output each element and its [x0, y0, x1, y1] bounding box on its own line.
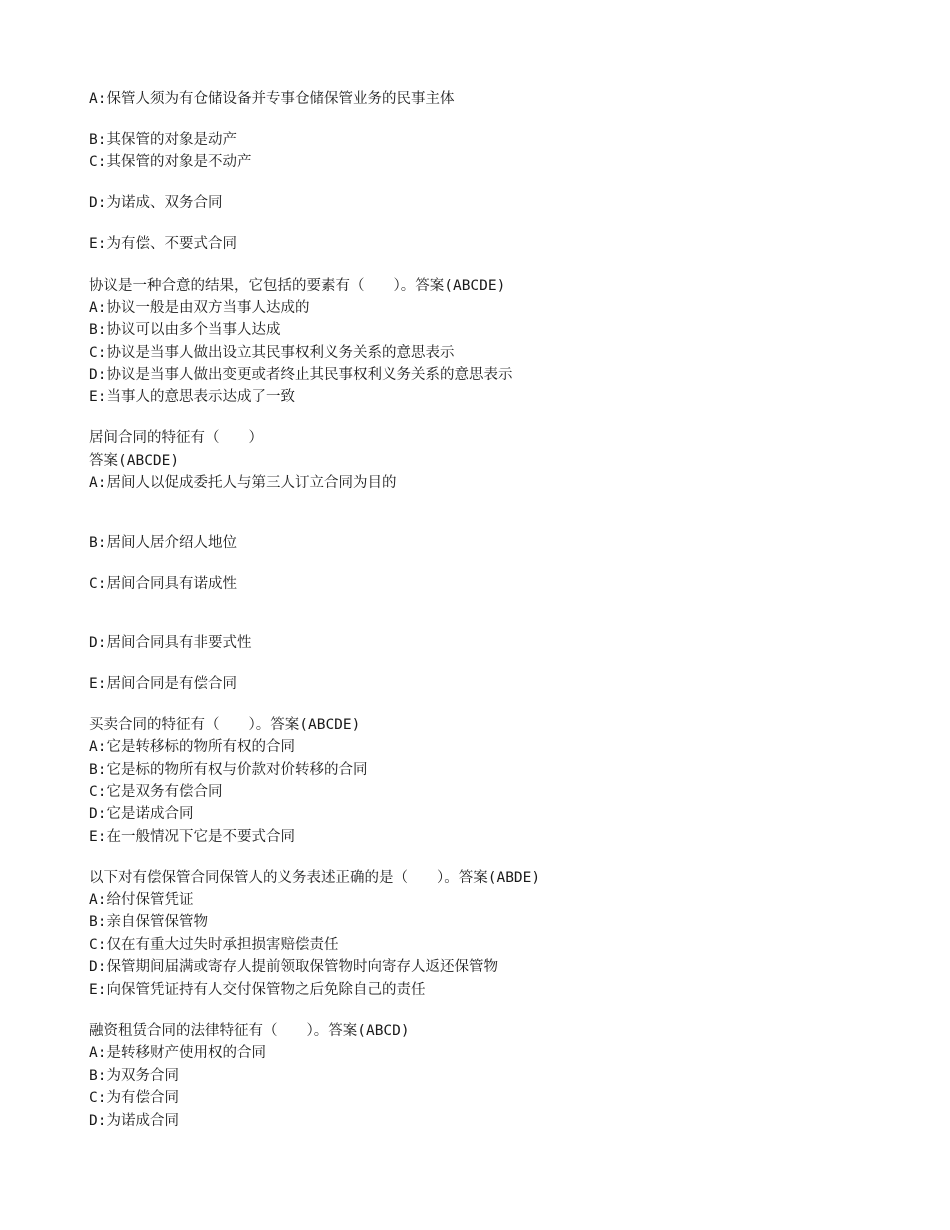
option-line: A:给付保管凭证: [89, 892, 194, 908]
option-line: D:为诺成、双务合同: [89, 195, 223, 211]
option-line: E:向保管凭证持有人交付保管物之后免除自己的责任: [89, 982, 426, 998]
option-line: C:为有偿合同: [89, 1090, 179, 1106]
answer-line: 答案(ABCDE): [89, 453, 180, 469]
option-line: D:居间合同具有非要式性: [89, 635, 252, 651]
option-line: B:它是标的物所有权与价款对价转移的合同: [89, 762, 368, 778]
option-line: A:居间人以促成委托人与第三人订立合同为目的: [89, 475, 397, 491]
question-line: 融资租赁合同的法律特征有（ ）。答案(ABCD): [89, 1023, 410, 1039]
option-line: E:当事人的意思表示达成了一致: [89, 389, 295, 405]
option-line: A:协议一般是由双方当事人达成的: [89, 300, 310, 316]
option-line: B:协议可以由多个当事人达成: [89, 322, 281, 338]
option-line: E:在一般情况下它是不要式合同: [89, 829, 295, 845]
option-line: C:协议是当事人做出设立其民事权利义务关系的意思表示: [89, 345, 455, 361]
question-line: 以下对有偿保管合同保管人的义务表述正确的是（ ）。答案(ABDE): [89, 870, 541, 886]
option-line: B:为双务合同: [89, 1068, 179, 1084]
option-line: D:保管期间届满或寄存人提前领取保管物时向寄存人返还保管物: [89, 959, 498, 975]
option-line: E:居间合同是有偿合同: [89, 676, 237, 692]
option-line: A:它是转移标的物所有权的合同: [89, 739, 295, 755]
option-line: C:其保管的对象是不动产: [89, 154, 252, 170]
option-line: C:居间合同具有诺成性: [89, 576, 237, 592]
option-line: C:仅在有重大过失时承担损害赔偿责任: [89, 937, 339, 953]
question-line: 买卖合同的特征有（ ）。答案(ABCDE): [89, 717, 361, 733]
option-line: D:它是诺成合同: [89, 806, 194, 822]
option-line: B:其保管的对象是动产: [89, 132, 237, 148]
option-line: C:它是双务有偿合同: [89, 784, 223, 800]
option-line: E:为有偿、不要式合同: [89, 236, 237, 252]
option-line: A:保管人须为有仓储设备并专事仓储保管业务的民事主体: [89, 91, 455, 107]
question-line: 居间合同的特征有（ ）: [89, 430, 263, 446]
option-line: D:为诺成合同: [89, 1113, 179, 1129]
option-line: B:亲自保管保管物: [89, 914, 208, 930]
option-line: D:协议是当事人做出变更或者终止其民事权利义务关系的意思表示: [89, 367, 513, 383]
option-line: B:居间人居介绍人地位: [89, 535, 237, 551]
option-line: A:是转移财产使用权的合同: [89, 1045, 266, 1061]
question-line: 协议是一种合意的结果，它包括的要素有（ ）。答案(ABCDE): [89, 278, 506, 294]
